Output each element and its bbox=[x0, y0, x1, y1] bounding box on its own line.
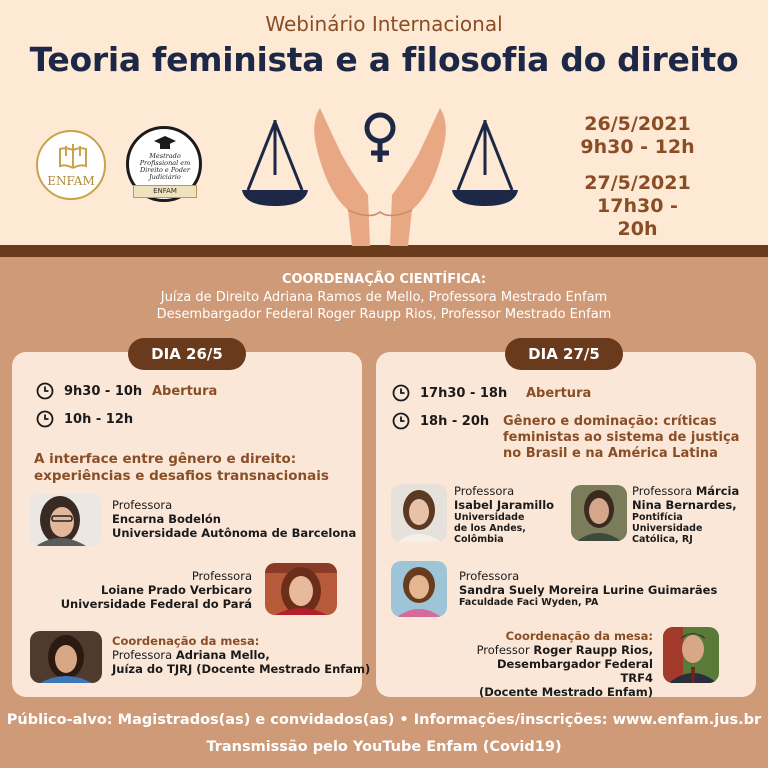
day2-row-1-time: 17h30 - 18h bbox=[420, 385, 508, 401]
speaker-name: Sandra Suely Moreira Lurine Guimarães bbox=[459, 583, 718, 597]
speaker-org-2: Universidade bbox=[632, 523, 703, 534]
speaker-role: Professora bbox=[112, 498, 173, 512]
day1-row-2 bbox=[36, 410, 133, 428]
speaker-org: Universidade Autônoma de Barcelona bbox=[112, 526, 357, 540]
speaker-name: Encarna Bodelón bbox=[112, 512, 221, 526]
moderator-photo-adriana bbox=[30, 631, 102, 683]
day1-row-2-time: 10h - 12h bbox=[64, 411, 134, 427]
day2-row-1 bbox=[392, 384, 507, 402]
speaker-sandra-info bbox=[459, 569, 717, 608]
day2-row-2-time: 18h - 20h bbox=[420, 413, 490, 429]
mestrado-logo-text: Mestrado Profissional em Direito e Poder Judiciário bbox=[139, 152, 191, 181]
speaker-role: Professora bbox=[191, 569, 252, 583]
speaker-org-3: Colômbia bbox=[454, 534, 504, 545]
speaker-role: Professora bbox=[459, 569, 520, 583]
day1-date-block bbox=[575, 113, 700, 159]
day2-date-block bbox=[575, 172, 700, 241]
hands-icon bbox=[314, 108, 446, 246]
day1-row-1-activity: Abertura bbox=[152, 384, 218, 399]
speaker-org-3: Católica, RJ bbox=[632, 534, 693, 545]
speaker-name-1: Márcia bbox=[695, 484, 740, 498]
day2-activity-line-3: no Brasil e na América Latina bbox=[503, 446, 718, 461]
speaker-org: Universidade Federal do Pará bbox=[60, 597, 252, 611]
moderator-roger-info bbox=[470, 629, 653, 699]
moderator-role: Professora bbox=[112, 648, 173, 662]
clock-icon bbox=[392, 384, 410, 402]
enfam-logo bbox=[36, 130, 106, 200]
mestrado-logo bbox=[126, 126, 202, 202]
moderator-name: Adriana Mello, bbox=[175, 648, 270, 662]
speaker-name: Isabel Jaramillo bbox=[454, 498, 555, 512]
coordination-line-2: Desembargador Federal Roger Raupp Rios, Professor Mestrado Enfam bbox=[156, 307, 612, 322]
divider-band bbox=[0, 245, 768, 257]
mestrado-logo-ribbon: ENFAM bbox=[133, 185, 197, 198]
clock-icon bbox=[392, 412, 410, 430]
speaker-name: Loiane Prado Verbicaro bbox=[101, 583, 252, 597]
coordination-title: COORDENAÇÃO CIENTÍFICA: bbox=[281, 272, 487, 287]
day1-label: DIA 26/5 bbox=[128, 338, 246, 370]
speaker-org-1: Universidade bbox=[454, 512, 525, 523]
clock-icon bbox=[36, 410, 54, 428]
day2-row-2 bbox=[392, 412, 489, 430]
day2-activity-line-2: feministas ao sistema de justiça bbox=[503, 430, 740, 445]
moderator-name: Roger Raupp Rios, bbox=[533, 643, 653, 657]
event-subtitle: Webinário Internacional bbox=[265, 12, 503, 36]
right-scale-icon bbox=[452, 120, 518, 206]
speaker-isabel-info bbox=[454, 484, 554, 545]
speaker-role: Professora bbox=[454, 484, 515, 498]
moderator-org-1: Desembargador Federal TRF4 bbox=[496, 657, 653, 685]
day2-row-1-activity: Abertura bbox=[526, 386, 592, 401]
book-icon bbox=[58, 144, 88, 170]
day1-row-1-time: 9h30 - 10h bbox=[64, 383, 143, 399]
speaker-encarna-info bbox=[112, 498, 356, 540]
clock-icon bbox=[36, 382, 54, 400]
graduation-cap-icon bbox=[153, 135, 177, 151]
speaker-photo-loiane bbox=[265, 563, 337, 615]
moderator-role: Professor bbox=[476, 643, 530, 657]
speaker-role: Professora bbox=[632, 484, 693, 498]
speaker-photo-isabel bbox=[391, 484, 447, 542]
left-scale-icon bbox=[242, 120, 308, 206]
speaker-loiane-info bbox=[60, 569, 252, 611]
coordination-line-1: Juíza de Direito Adriana Ramos de Mello, Professora Mestrado Enfam bbox=[160, 290, 608, 305]
day2-row-2-activity bbox=[503, 414, 739, 462]
moderator-photo-roger bbox=[663, 627, 719, 683]
day1-date: 26/5/2021 bbox=[584, 113, 691, 135]
moderator-org: Juíza do TJRJ (Docente Mestrado Enfam) bbox=[112, 662, 371, 676]
speaker-photo-marcia bbox=[571, 485, 627, 541]
speaker-org: Faculdade Faci Wyden, PA bbox=[459, 597, 599, 608]
moderator-adriana-info bbox=[112, 634, 370, 676]
speaker-marcia-info bbox=[632, 484, 739, 545]
speaker-name-2: Nina Bernardes, bbox=[632, 498, 737, 512]
speaker-org-2: de los Andes, bbox=[454, 523, 526, 534]
moderator-org-2: (Docente Mestrado Enfam) bbox=[478, 685, 653, 699]
venus-symbol-icon bbox=[367, 115, 393, 162]
day2-label: DIA 27/5 bbox=[505, 338, 623, 370]
day2-date: 27/5/2021 bbox=[584, 172, 691, 194]
footer-broadcast-info: Transmissão pelo YouTube Enfam (Covid19) bbox=[206, 739, 562, 755]
day1-time-range: 9h30 - 12h bbox=[580, 136, 695, 158]
day1-section-title-2: experiências e desafios transnacionais bbox=[34, 468, 329, 484]
speaker-photo-sandra bbox=[391, 561, 447, 617]
enfam-logo-label: ENFAM bbox=[47, 174, 95, 188]
moderator-label: Coordenação da mesa: bbox=[112, 634, 260, 648]
scales-hands-illustration bbox=[230, 100, 530, 246]
moderator-label: Coordenação da mesa: bbox=[505, 629, 653, 643]
day2-activity-line-1: Gênero e dominação: críticas bbox=[503, 414, 717, 429]
day2-time-range: 17h30 - 20h bbox=[597, 195, 678, 240]
day1-section-title-1: A interface entre gênero e direito: bbox=[34, 451, 297, 467]
day1-row-1 bbox=[36, 382, 142, 400]
event-title: Teoria feminista e a filosofia do direito bbox=[29, 40, 739, 79]
footer-audience-info: Público-alvo: Magistrados(as) e convidados(as) • Informações/inscrições: www.enfam.jus.br bbox=[6, 712, 762, 728]
speaker-photo-encarna bbox=[30, 494, 102, 546]
speaker-org-1: Pontifícia bbox=[632, 512, 683, 523]
